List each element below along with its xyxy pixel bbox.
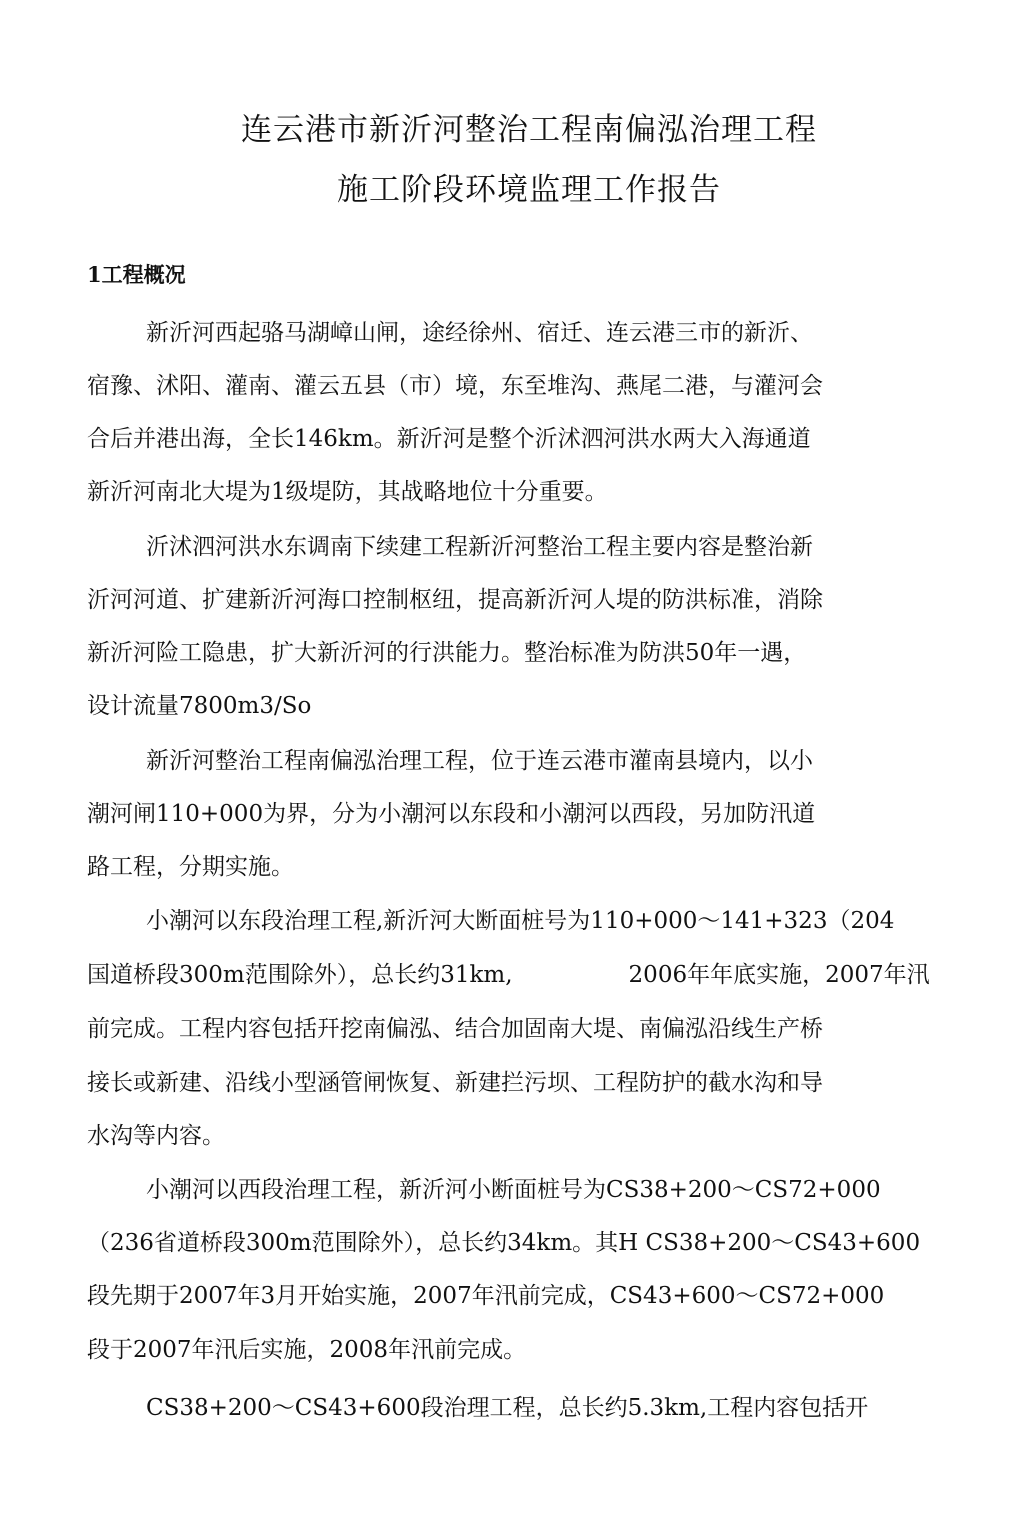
paragraph-line: 新沂河西起骆马湖嶂山闸，途经徐州、宿迁、连云港三市的新沂、: [146, 320, 813, 346]
paragraph-line: 前完成。工程内容包括幵挖南偏泓、结合加固南大堤、南偏泓沿线生产桥: [87, 1016, 823, 1042]
paragraph-line: 小潮河以东段治理工程,新沂河大断面桩号为110+000～141+323（204: [146, 908, 895, 934]
paragraph-line: 新沂河整治工程南偏泓治理工程，位于连云港市灌南县境内，以小: [146, 748, 813, 774]
paragraph-line: 路工程，分期实施。: [87, 854, 294, 880]
paragraph-line: 段先期于2007年3月开始实施，2007年汛前完成，CS43+600～CS72+000: [87, 1283, 885, 1309]
paragraph-line: 接长或新建、沿线小型涵管闸恢复、新建拦污坝、工程防护的截水沟和导: [87, 1070, 823, 1096]
paragraph-line: 新沂河南北大堤为1级堤防，其战略地位十分重要。: [87, 479, 608, 505]
paragraph-line-part: 国道桥段300m范围除外），总长约31km,: [87, 962, 513, 988]
paragraph-line: 设计流量7800m3/So: [87, 693, 312, 719]
paragraph-line: 沂河河道、扩建新沂河海口控制枢纽，提高新沂河人堤的防洪标准，消除: [87, 587, 823, 613]
paragraph-line: 小潮河以西段治理工程，新沂河小断面桩号为CS38+200～CS72+000: [146, 1177, 881, 1203]
paragraph-line: 沂沭泗河洪水东调南下续建工程新沂河整治工程主要内容是整治新: [146, 534, 813, 560]
paragraph-line: （236省道桥段300m范围除外），总长约34km。其H CS38+200～CS43+600: [87, 1230, 921, 1256]
paragraph-line: 合后并港出海，全长146km。新沂河是整个沂沭泗河洪水两大入海通道: [87, 426, 811, 452]
paragraph-line: 新沂河险工隐患，扩大新沂河的行洪能力。整治标准为防洪50年一遇，: [87, 640, 807, 666]
document-title-line-1: 连云港市新沂河整治工程南偏泓治理工程: [241, 112, 817, 148]
paragraph-line: 水沟等内容。: [87, 1123, 225, 1149]
section-heading: 1工程概况: [87, 262, 186, 287]
document-title-line-2: 施工阶段环境监理工作报告: [337, 172, 721, 208]
paragraph-line: CS38+200～CS43+600段治理工程，总长约5.3km,工程内容包括开: [146, 1395, 869, 1421]
paragraph-line-part: 2006年年底实施，2007年汛: [628, 962, 930, 988]
paragraph-line: [87, 960, 930, 990]
paragraph-line: 段于2007年汛后实施，2008年汛前完成。: [87, 1337, 527, 1363]
paragraph-line: 潮河闸110+000为界，分为小潮河以东段和小潮河以西段，另加防汛道: [87, 801, 816, 827]
paragraph-line: 宿豫、沭阳、灌南、灌云五县（市）境，东至堆沟、燕尾二港，与灌河会: [87, 373, 823, 399]
